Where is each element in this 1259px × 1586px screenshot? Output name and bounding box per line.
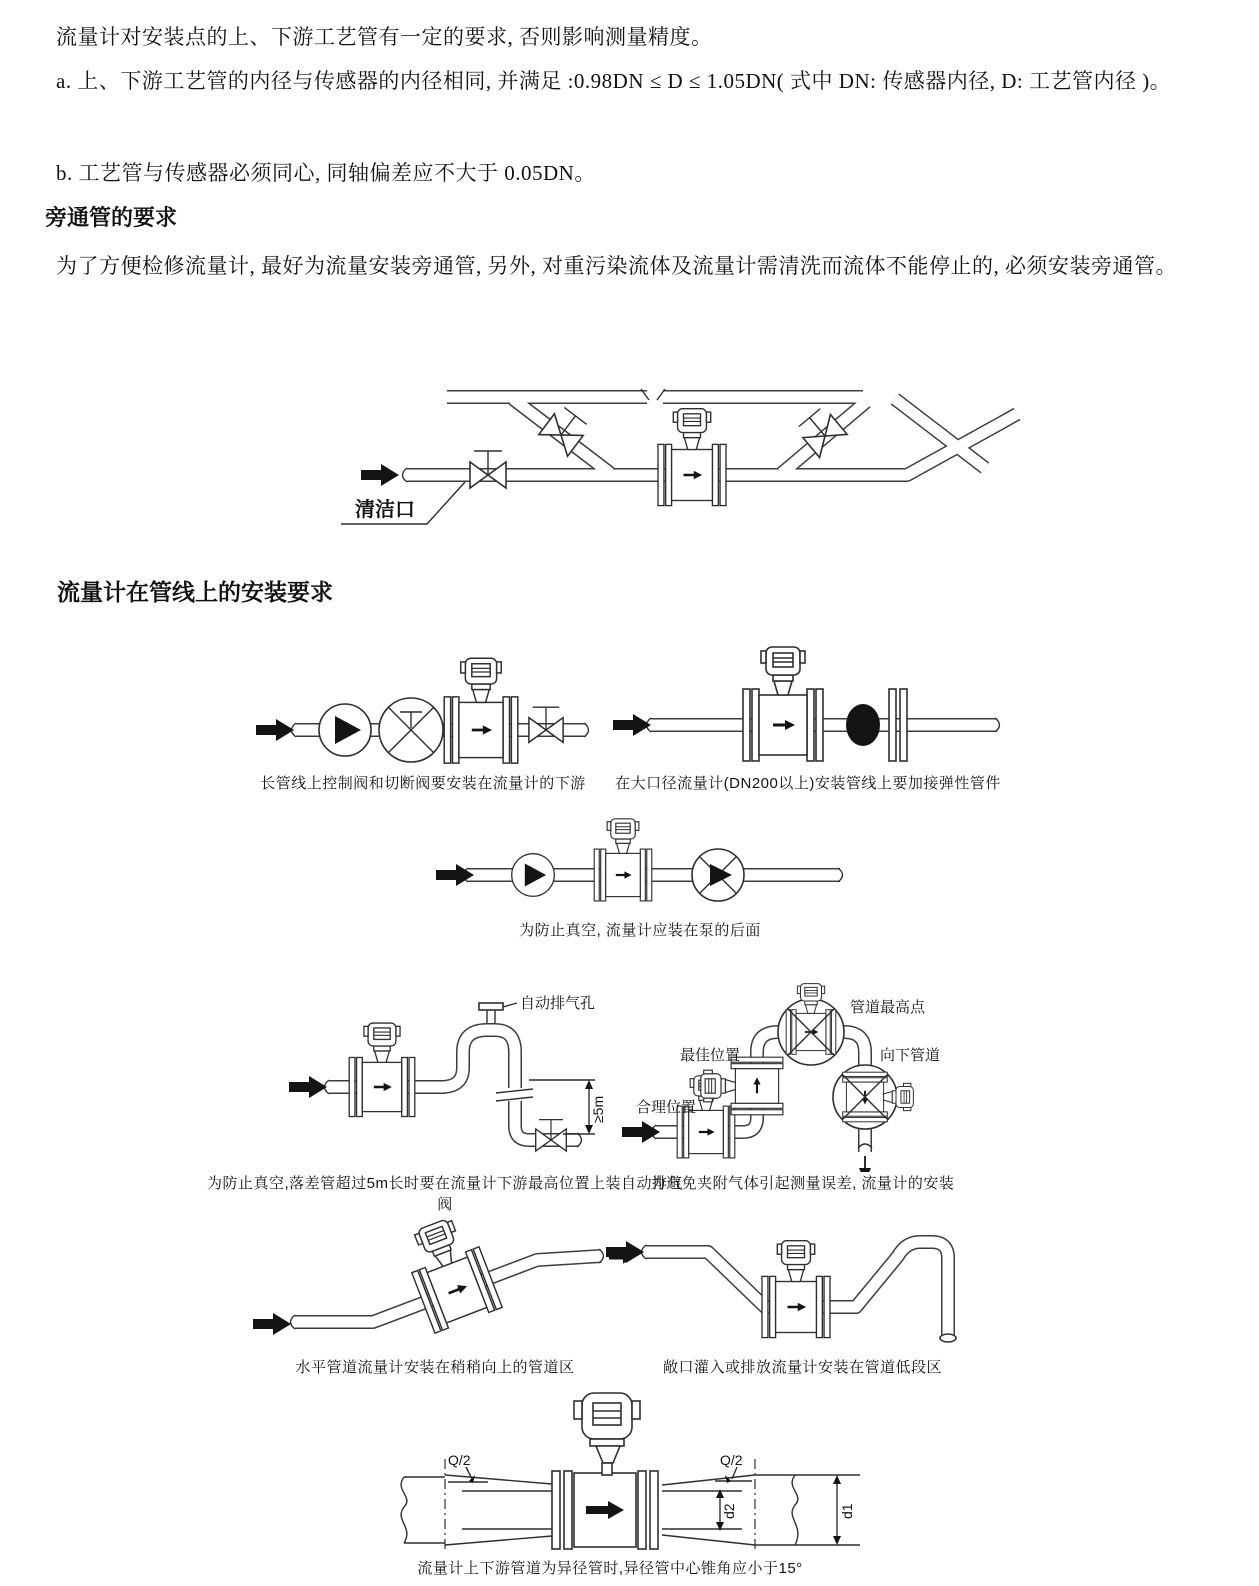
caption-low-zone: 敞口灌入或排放流量计安装在管道低段区 <box>662 1359 942 1376</box>
flexible-fitting-icon <box>846 704 880 746</box>
caption-flexible-fitting: 在大口径流量计(DN200以上)安装管线上要加接弹性管件 <box>615 775 1001 792</box>
clean-port-label: 清洁口 <box>355 499 415 521</box>
flow-meter-icon <box>444 658 518 763</box>
dim-arrowhead <box>833 1475 841 1484</box>
highest-point-label: 管道最高点 <box>850 999 926 1016</box>
caption-after-pump: 为防止真空, 流量计应装在泵的后面 <box>519 922 761 939</box>
flow-arrow-icon <box>613 714 651 736</box>
reducer-cone-line <box>445 1536 552 1545</box>
caption-long-line: 长管线上控制阀和切断阀要安装在流量计的下游 <box>260 775 586 792</box>
pump-icon <box>512 854 555 897</box>
label-leader-line <box>427 482 465 524</box>
control-valve-icon <box>379 698 443 762</box>
figure-after-pump <box>430 816 850 922</box>
figure-low-zone <box>600 1212 1000 1354</box>
transmitter-stem <box>602 1463 612 1475</box>
transmitter-cone <box>596 1446 620 1463</box>
transmitter-ear <box>574 1401 582 1419</box>
auto-vent-label: 自动排气孔 <box>520 995 596 1012</box>
caption-upslope: 水平管道流量计安装在稍稍向上的管道区 <box>295 1359 575 1376</box>
d2-label: d2 <box>721 1503 737 1519</box>
flow-arrow-icon <box>622 1121 660 1143</box>
reducer-cone-line <box>662 1535 755 1545</box>
flow-arrow-icon <box>289 1076 327 1098</box>
flow-arrow-icon <box>256 719 294 741</box>
flow-arrow-icon <box>606 1241 644 1263</box>
flow-arrow-icon <box>253 1313 291 1335</box>
flow-meter-icon <box>594 819 652 901</box>
label-leader-line <box>503 1003 517 1007</box>
flow-meter-icon <box>743 647 823 761</box>
flow-meter-icon <box>762 1241 830 1338</box>
dim-arrowhead <box>725 1475 731 1483</box>
dim-arrowhead <box>585 1125 593 1134</box>
pipe-open-end <box>940 1334 956 1342</box>
flow-meter-icon <box>658 409 726 506</box>
shutoff-valve-icon <box>529 707 563 742</box>
vent-cap <box>479 1003 503 1010</box>
bypass-section-heading: 旁通管的要求 <box>45 205 178 230</box>
flow-meter-icon <box>843 1072 914 1122</box>
flange-plate <box>638 1471 646 1549</box>
down-pipe-label: 向下管道 <box>880 1047 941 1064</box>
bypass-paragraph: 为了方便检修流量计, 最好为流量安装旁通管, 另外, 对重污染流体及流量计需清洗而流体不能停止的, 必须安装旁通管。 <box>56 254 1177 278</box>
d1-label: d1 <box>839 1503 855 1519</box>
flange-plate <box>900 689 907 761</box>
flow-meter-icon <box>398 1212 502 1333</box>
figure-gas-positions <box>618 960 998 1172</box>
pump-icon <box>319 704 371 756</box>
figure-reducer <box>390 1385 880 1553</box>
figure-bypass-diagram <box>295 372 1045 552</box>
flow-meter-icon <box>349 1023 415 1116</box>
figure-flexible-fitting <box>605 630 1005 766</box>
flange-plate <box>889 689 896 761</box>
angle-label-left: Q/2 <box>448 1452 471 1468</box>
caption-gas-positions: 为避免夹附气体引起测量误差, 流量计的安装 <box>650 1175 955 1192</box>
figure-long-line <box>248 638 598 766</box>
transmitter-collar <box>590 1439 624 1446</box>
list-item-b: b. 工艺管与传感器必须同心, 同轴偏差应不大于 0.05DN。 <box>56 161 596 185</box>
transmitter-display <box>593 1403 621 1425</box>
flow-meter-icon <box>786 984 836 1055</box>
figure-upslope <box>245 1212 635 1347</box>
fair-position-label: 合理位置 <box>636 1099 697 1116</box>
pipe-open-end <box>291 1315 296 1329</box>
pipe-break <box>792 1475 798 1545</box>
dim-arrowhead <box>833 1536 841 1545</box>
flange-plate <box>650 1471 658 1549</box>
pipe-break <box>401 1477 407 1543</box>
flow-arrow-icon <box>361 464 399 486</box>
drop-dimension-label: ≥5m <box>590 1095 606 1123</box>
flow-arrow-icon <box>436 864 474 886</box>
gate-valve-icon <box>470 451 506 488</box>
valve-icon <box>692 849 744 901</box>
best-position-label: 最佳位置 <box>680 1047 741 1064</box>
flange-plate <box>552 1471 560 1549</box>
transmitter-ear <box>632 1401 640 1419</box>
angle-label-right: Q/2 <box>720 1452 743 1468</box>
intro-paragraph: 流量计对安装点的上、下游工艺管有一定的要求, 否则影响测量精度。 <box>56 25 713 49</box>
figure-auto-vent <box>245 968 645 1168</box>
pipe-open-end <box>403 468 408 482</box>
install-section-heading: 流量计在管线上的安装要求 <box>57 579 333 605</box>
caption-auto-vent: 为防止真空,落差管超过5m长时要在流量计下游最高位置上装自动排气阀 <box>206 1175 683 1213</box>
flange-plate <box>564 1471 572 1549</box>
reducer-cone-line <box>662 1475 755 1485</box>
dim-arrowhead <box>585 1080 593 1089</box>
flow-meter-icon <box>701 1057 783 1115</box>
list-item-a: a. 上、下游工艺管的内径与传感器的内径相同, 并满足 :0.98DN ≤ D ≤ 1.05DN( 式中 DN: 传感器内径, D: 工艺管内径 )。 <box>56 69 1172 93</box>
caption-reducer: 流量计上下游管道为异径管时,异径管中心锥角应小于15° <box>417 1560 803 1577</box>
